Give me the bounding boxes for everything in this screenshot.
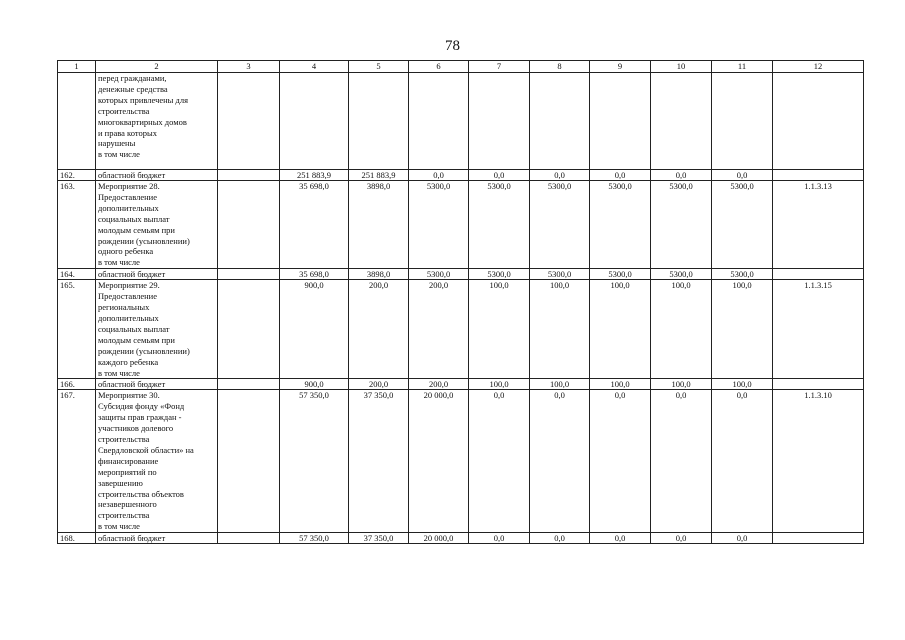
- cell-code: 1.1.3.10: [773, 390, 864, 533]
- cell-col3: [218, 73, 280, 170]
- budget-table: [57, 60, 864, 544]
- cell-col11: 100,0: [712, 280, 773, 379]
- cell-col7: 0,0: [469, 390, 530, 533]
- cell-col4: 900,0: [280, 379, 349, 390]
- cell-col7: 0,0: [469, 533, 530, 544]
- cell-col10: 100,0: [651, 280, 712, 379]
- cell-code: [773, 269, 864, 280]
- row-number: 165.: [58, 280, 96, 379]
- cell-col10: 100,0: [651, 379, 712, 390]
- cell-col11: [712, 73, 773, 170]
- cell-code: [773, 73, 864, 170]
- cell-col8: 5300,0: [530, 181, 590, 269]
- cell-col11: 0,0: [712, 533, 773, 544]
- table-row: [58, 390, 864, 533]
- cell-col6: 20 000,0: [409, 533, 469, 544]
- column-header: 10: [651, 61, 712, 73]
- cell-col11: 0,0: [712, 170, 773, 181]
- cell-col8: 0,0: [530, 170, 590, 181]
- cell-col4: [280, 73, 349, 170]
- column-header: 9: [590, 61, 651, 73]
- row-number: [58, 73, 96, 170]
- cell-col8: [530, 73, 590, 170]
- cell-col5: 200,0: [349, 379, 409, 390]
- cell-col11: 5300,0: [712, 181, 773, 269]
- row-number: 166.: [58, 379, 96, 390]
- cell-col8: 5300,0: [530, 269, 590, 280]
- row-description: областной бюджет: [96, 533, 218, 544]
- cell-col3: [218, 181, 280, 269]
- cell-col5: 251 883,9: [349, 170, 409, 181]
- cell-col8: 100,0: [530, 280, 590, 379]
- column-header: 5: [349, 61, 409, 73]
- cell-col8: 100,0: [530, 379, 590, 390]
- cell-code: 1.1.3.15: [773, 280, 864, 379]
- header-row: [58, 61, 864, 73]
- cell-col9: 0,0: [590, 533, 651, 544]
- cell-col5: 37 350,0: [349, 533, 409, 544]
- row-number: 167.: [58, 390, 96, 533]
- table-row: [58, 379, 864, 390]
- cell-col4: 35 698,0: [280, 269, 349, 280]
- row-number: 162.: [58, 170, 96, 181]
- cell-col3: [218, 533, 280, 544]
- row-description: Мероприятие 28. Предоставление дополнительных социальных выплат молодым семьям при рождении (усыновлении) одного ребенка в том числе: [96, 181, 218, 269]
- cell-col5: [349, 73, 409, 170]
- cell-col11: 100,0: [712, 379, 773, 390]
- table-row: [58, 181, 864, 269]
- column-header: 7: [469, 61, 530, 73]
- cell-col9: 0,0: [590, 170, 651, 181]
- cell-code: 1.1.3.13: [773, 181, 864, 269]
- cell-col3: [218, 170, 280, 181]
- cell-col10: 0,0: [651, 390, 712, 533]
- column-header: 4: [280, 61, 349, 73]
- cell-col9: 100,0: [590, 379, 651, 390]
- cell-col9: 5300,0: [590, 181, 651, 269]
- cell-col7: 100,0: [469, 379, 530, 390]
- table-row: [58, 73, 864, 170]
- cell-col6: 0,0: [409, 170, 469, 181]
- row-description: Мероприятие 29. Предоставление региональных дополнительных социальных выплат молодым семьям при рождении (усыновлении) каждого ребенка в том числе: [96, 280, 218, 379]
- cell-col8: 0,0: [530, 533, 590, 544]
- cell-col11: 5300,0: [712, 269, 773, 280]
- cell-col3: [218, 379, 280, 390]
- row-number: 168.: [58, 533, 96, 544]
- cell-col6: 5300,0: [409, 269, 469, 280]
- cell-col7: 5300,0: [469, 269, 530, 280]
- cell-col9: [590, 73, 651, 170]
- cell-col3: [218, 390, 280, 533]
- column-header: 1: [58, 61, 96, 73]
- table-row: [58, 269, 864, 280]
- cell-col6: 5300,0: [409, 181, 469, 269]
- cell-col4: 900,0: [280, 280, 349, 379]
- page-number: 78: [445, 38, 460, 54]
- column-header: 6: [409, 61, 469, 73]
- cell-col10: [651, 73, 712, 170]
- table-row: [58, 280, 864, 379]
- cell-col3: [218, 280, 280, 379]
- table-row: [58, 170, 864, 181]
- column-header: 12: [773, 61, 864, 73]
- cell-col7: 0,0: [469, 170, 530, 181]
- cell-col10: 5300,0: [651, 269, 712, 280]
- cell-col5: 200,0: [349, 280, 409, 379]
- cell-col10: 0,0: [651, 533, 712, 544]
- cell-col6: 20 000,0: [409, 390, 469, 533]
- cell-col7: 100,0: [469, 280, 530, 379]
- cell-col11: 0,0: [712, 390, 773, 533]
- cell-col9: 5300,0: [590, 269, 651, 280]
- row-number: 164.: [58, 269, 96, 280]
- cell-code: [773, 379, 864, 390]
- column-header: 8: [530, 61, 590, 73]
- column-header: 2: [96, 61, 218, 73]
- cell-code: [773, 533, 864, 544]
- cell-col8: 0,0: [530, 390, 590, 533]
- cell-col10: 0,0: [651, 170, 712, 181]
- cell-col5: 3898,0: [349, 269, 409, 280]
- cell-col10: 5300,0: [651, 181, 712, 269]
- row-description: областной бюджет: [96, 170, 218, 181]
- row-number: 163.: [58, 181, 96, 269]
- cell-col4: 57 350,0: [280, 533, 349, 544]
- cell-col5: 3898,0: [349, 181, 409, 269]
- table-row: [58, 533, 864, 544]
- cell-col9: 100,0: [590, 280, 651, 379]
- row-description: областной бюджет: [96, 269, 218, 280]
- row-description: Мероприятие 30. Субсидия фонду «Фонд защиты прав граждан - участников долевого строительства Свердловской области» на финансирование мероприятий по завершению строительства объектов незавершенного строительства в том числе: [96, 390, 218, 533]
- cell-code: [773, 170, 864, 181]
- column-header: 3: [218, 61, 280, 73]
- cell-col7: [469, 73, 530, 170]
- cell-col6: 200,0: [409, 280, 469, 379]
- cell-col4: 57 350,0: [280, 390, 349, 533]
- cell-col9: 0,0: [590, 390, 651, 533]
- cell-col7: 5300,0: [469, 181, 530, 269]
- row-description: областной бюджет: [96, 379, 218, 390]
- column-header: 11: [712, 61, 773, 73]
- cell-col6: 200,0: [409, 379, 469, 390]
- cell-col3: [218, 269, 280, 280]
- cell-col4: 35 698,0: [280, 181, 349, 269]
- cell-col5: 37 350,0: [349, 390, 409, 533]
- row-description: перед гражданами, денежные средства которых привлечены для строительства многоквартирных домов и права которых нарушены в том числе: [96, 73, 218, 170]
- cell-col4: 251 883,9: [280, 170, 349, 181]
- cell-col6: [409, 73, 469, 170]
